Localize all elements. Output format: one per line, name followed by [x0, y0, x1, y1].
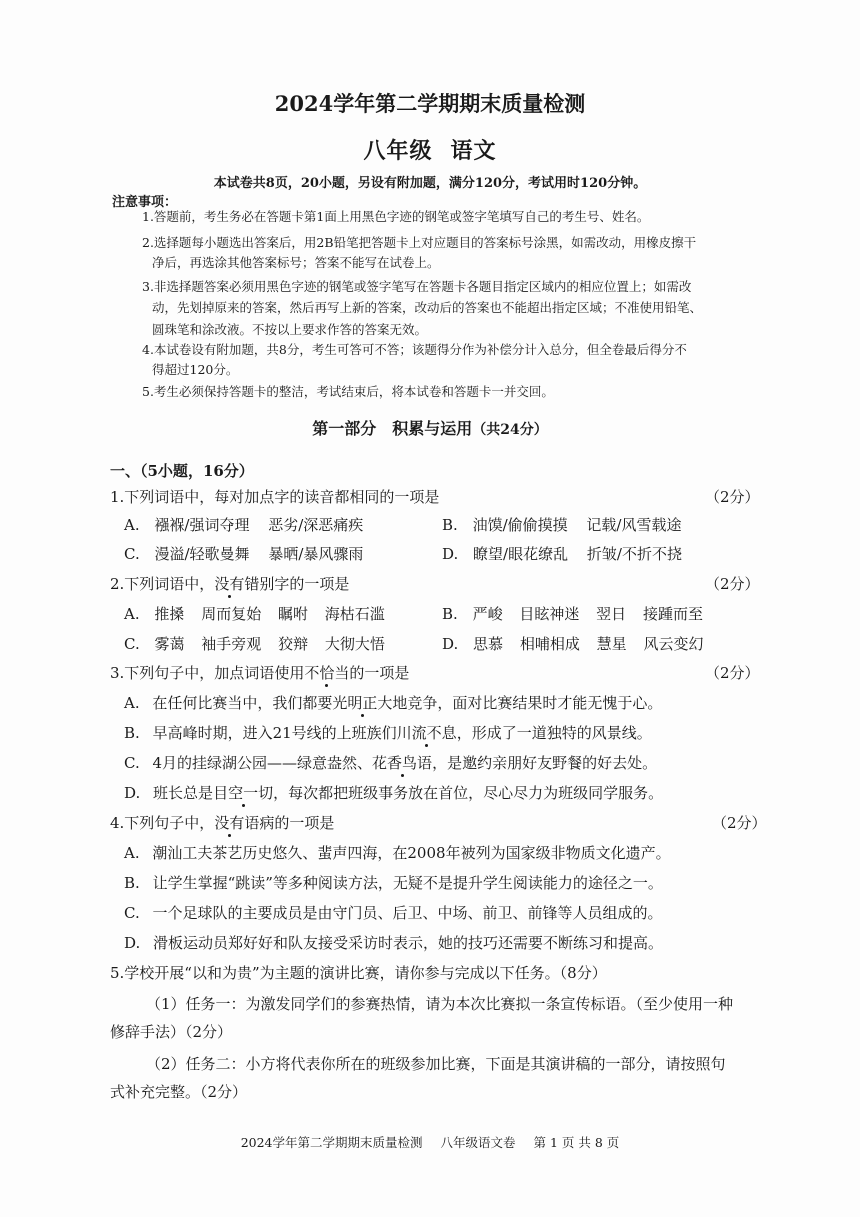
q3-option-d	[124, 782, 663, 803]
option-word: 思慕	[473, 635, 504, 653]
option-word: 接踵而至	[642, 605, 703, 623]
option-word: 风云变幻	[643, 635, 704, 653]
question-2-points: （2分）	[705, 575, 760, 593]
question-4-stem	[110, 812, 334, 833]
option-label: C.	[124, 635, 140, 653]
option-word: 相哺相成	[519, 635, 580, 653]
footer-page-number: 第 1 页 共 8 页	[533, 1135, 620, 1150]
option-label: C.	[124, 545, 140, 563]
subject-label: 语文	[450, 138, 497, 164]
option-word: 瞩咐	[277, 605, 308, 623]
option-word: 大彻大悟	[324, 635, 385, 653]
q5-task2-line2: 式补充完整。（2分）	[110, 1083, 248, 1101]
q4-option-c	[124, 902, 663, 923]
option-label: D.	[124, 784, 141, 802]
footer-exam: 2024学年第二学期期末质量检测	[240, 1135, 423, 1150]
option-word: 雾蔼	[154, 635, 185, 653]
option-label: A.	[124, 605, 140, 623]
q1-option-d	[442, 543, 682, 564]
grade-label: 八年级	[363, 138, 433, 164]
option-label: D.	[442, 545, 459, 563]
section-name: 第一部分 积累与运用	[312, 419, 473, 438]
marked-phrase: 川流不息	[396, 724, 457, 742]
q2-option-c	[124, 633, 385, 654]
note-line: 动，先划掉原来的答案，然后再写上新的答案，改动后的答案也不能超出指定区域；不准使用铅笔、	[152, 300, 703, 315]
q2-option-a	[124, 603, 385, 624]
option-text: 让学生掌握“跳读”等多种阅读方法，无疑不是提升学生阅读能力的途径之一。	[152, 874, 663, 892]
page-footer	[0, 1133, 860, 1151]
option-label: B.	[124, 874, 140, 892]
section-title	[0, 416, 860, 439]
marked-phrase: 光明正大	[332, 694, 393, 712]
option-word: 严峻	[472, 605, 503, 623]
q5-task1-line2: 修辞手法）（2分）	[110, 1023, 233, 1041]
q4-option-b	[124, 872, 663, 893]
option-text: 滑板运动员郑好好和队友接受采访时表示，她的技巧还需要不断练习和提高。	[153, 934, 664, 952]
option-word: 折皱/不折不挠	[586, 545, 682, 563]
option-label: C.	[124, 904, 140, 922]
emphasis-text: 不恰当	[304, 664, 350, 682]
q2-option-d	[442, 633, 703, 654]
option-text: 早高峰时期，进入21号线的上班族们	[152, 724, 397, 742]
q1-option-a	[124, 514, 363, 535]
option-label: B.	[124, 724, 140, 742]
option-word: 狡辩	[278, 635, 309, 653]
option-word: 推搡	[154, 605, 185, 623]
q3-option-b	[124, 722, 652, 743]
option-text: 地竞争，面对比赛结果时才能无愧于心。	[392, 694, 663, 712]
note-line: 圆珠笔和涂改液。不按以上要求作答的答案无效。	[152, 322, 428, 337]
exam-intro: 本试卷共8页，20小题，另设有附加题，满分120分，考试用时120分钟。	[213, 176, 647, 191]
stem-text: 2.下列词语中，	[110, 575, 215, 593]
option-label: D.	[442, 635, 459, 653]
option-text: 潮汕工夫茶艺历史悠久、蜚声四海，在2008年被列为国家级非物质文化遗产。	[152, 844, 671, 862]
note-line: 5.考生必须保持答题卡的整洁，考试结束后，将本试卷和答题卡一并交回。	[142, 384, 554, 399]
question-group: 一、（5小题，16分）	[110, 462, 254, 480]
q5-task1-line1: （1）任务一：为激发同学们的参赛热情，请为本次比赛拟一条宣传标语。（至少使用一种	[146, 995, 734, 1013]
option-text: 在任何比赛当中，我们都要	[152, 694, 333, 712]
option-label: B.	[442, 516, 458, 534]
stem-text: 3.下列句子中，加点词语使用	[110, 664, 305, 682]
option-word: 周而复始	[201, 605, 262, 623]
q3-option-a	[124, 692, 662, 713]
stem-text: 错别字的一项是	[244, 575, 350, 593]
option-label: A.	[124, 844, 140, 862]
option-label: A.	[124, 694, 140, 712]
grade-subject	[0, 134, 860, 165]
option-text: 一个足球队的主要成员是由守门员、后卫、中场、前卫、前锋等人员组成的。	[152, 904, 663, 922]
note-line: 得超过120分。	[152, 362, 239, 377]
footer-paper: 八年级语文卷	[440, 1135, 516, 1150]
option-word: 袖手旁观	[201, 635, 262, 653]
q5-task2-line1: （2）任务二：小方将代表你所在的班级参加比赛，下面是其演讲稿的一部分，请按照句	[146, 1055, 726, 1073]
stem-text: 语病的一项是	[244, 814, 335, 832]
marked-phrase: 目空一切	[213, 784, 274, 802]
exam-title: 2024学年第二学期期末质量检测	[274, 91, 586, 116]
option-word: 漫溢/轻歌曼舞	[154, 545, 250, 563]
note-line: 4.本试卷设有附加题，共8分，考生可答可不答；该题得分作为补偿分计入总分，但全卷最后得分不	[142, 342, 687, 357]
option-text: ，是邀约亲朋好友野餐的好去处。	[432, 754, 658, 772]
notes-heading: 注意事项：	[112, 195, 178, 210]
option-label: A.	[124, 516, 140, 534]
option-word: 襁褓/强词夺理	[154, 516, 250, 534]
q4-option-a	[124, 842, 671, 863]
question-2-stem	[110, 573, 349, 594]
option-word: 瞭望/眼花缭乱	[473, 545, 569, 563]
emphasis-text: 没有	[214, 575, 245, 593]
question-5-stem: 5.学校开展“以和为贵”为主题的演讲比赛，请你参与完成以下任务。（8分）	[110, 964, 607, 982]
note-line: 3.非选择题答案必须用黑色字迹的钢笔或签字笔写在答题卡各题目指定区域内的相应位置上；如需改	[142, 279, 692, 294]
note-line: 2.选择题每小题选出答案后，用2B铅笔把答题卡上对应题目的答案标号涂黑，如需改动，用橡皮擦干	[142, 235, 697, 250]
option-word: 油馍/偷偷摸摸	[472, 516, 568, 534]
q3-option-c	[124, 752, 657, 773]
question-1-points: （2分）	[705, 488, 760, 506]
question-1-stem: 1.下列词语中，每对加点字的读音都相同的一项是	[110, 488, 440, 506]
question-3-stem	[110, 662, 409, 683]
option-word: 记载/风雪载途	[586, 516, 682, 534]
option-text: 班长总是	[153, 784, 214, 802]
section-score: （共24分）	[472, 422, 548, 438]
question-3-points: （2分）	[705, 664, 760, 682]
question-4-points: （2分）	[712, 814, 767, 832]
option-word: 翌日	[596, 605, 627, 623]
emphasis-text: 没有	[214, 814, 245, 832]
note-line: 净后，再选涂其他答案标号；答案不能写在试卷上。	[152, 255, 440, 270]
option-text: ，每次都把班级事务放在首位，尽心尽力为班级同学服务。	[273, 784, 664, 802]
stem-text: 的一项是	[349, 664, 410, 682]
option-label: D.	[124, 934, 141, 952]
option-word: 目眩神迷	[519, 605, 580, 623]
option-label: C.	[124, 754, 140, 772]
q4-option-d	[124, 932, 663, 953]
q2-option-b	[442, 603, 703, 624]
option-text: ，形成了一道独特的风景线。	[456, 724, 652, 742]
option-word: 海枯石滥	[324, 605, 385, 623]
option-word: 暴晒/暴风骤雨	[268, 545, 364, 563]
stem-text: 4.下列句子中，	[110, 814, 215, 832]
option-label: B.	[442, 605, 458, 623]
marked-phrase: 花香鸟语	[372, 754, 433, 772]
option-text: 4月的挂绿湖公园——绿意盎然、	[152, 754, 373, 772]
note-line: 1.答题前，考生务必在答题卡第1面上用黑色字迹的钢笔或签字笔填写自己的考生号、姓名。	[142, 209, 650, 224]
q1-option-c	[124, 543, 363, 564]
option-word: 慧星	[596, 635, 627, 653]
q1-option-b	[442, 514, 681, 535]
option-word: 恶劣/深恶痛疾	[268, 516, 364, 534]
